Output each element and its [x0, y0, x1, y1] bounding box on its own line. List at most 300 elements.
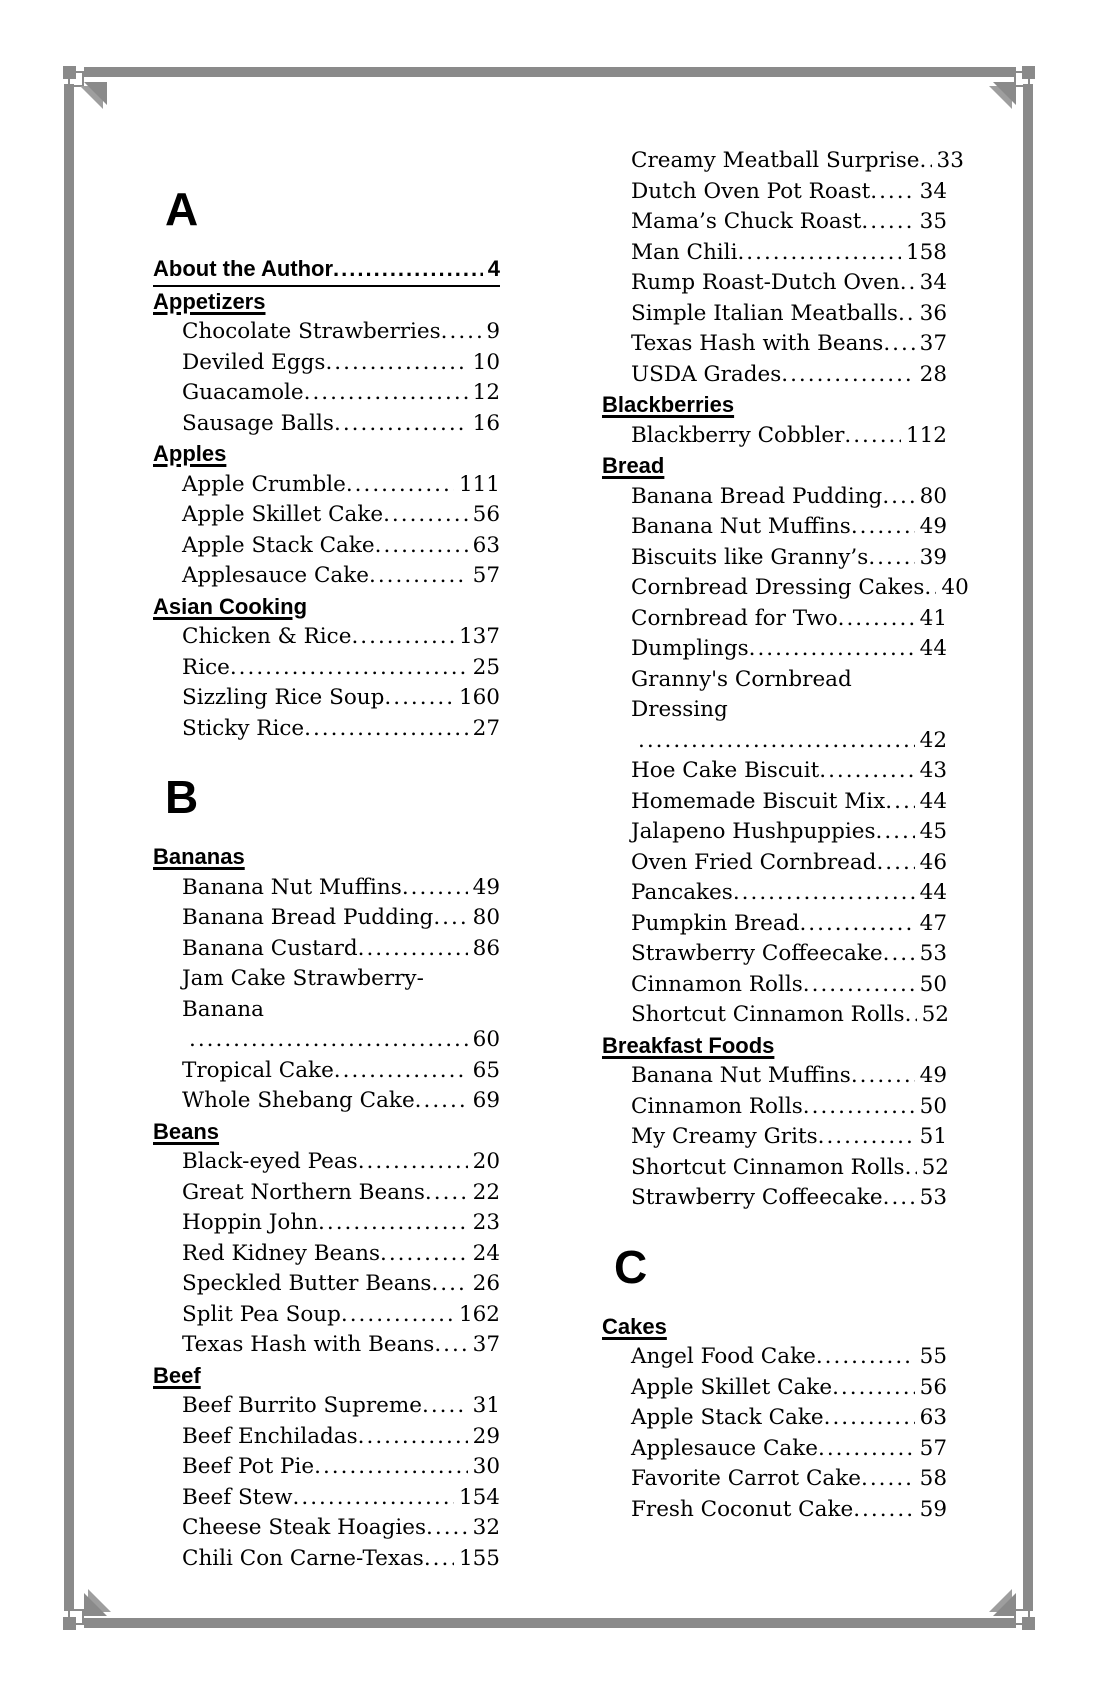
dot-leader	[334, 409, 468, 440]
index-entry-row	[602, 665, 947, 726]
entry-page-number: 137	[458, 624, 500, 649]
entry-page-number: 46	[919, 849, 947, 875]
index-section-entry	[153, 254, 500, 287]
index-entry-row	[602, 512, 947, 543]
dot-leader	[333, 254, 483, 285]
index-entry-row	[602, 482, 947, 513]
dot-leader	[883, 939, 915, 970]
index-entry-row	[602, 1464, 947, 1495]
index-entry-row	[602, 970, 947, 1001]
entry-page-number: 160	[458, 685, 500, 710]
dot-leader	[844, 421, 901, 452]
section-heading-label: Appetizers	[153, 288, 266, 314]
index-entry-row	[602, 146, 964, 177]
entry-label: Sticky Rice	[182, 715, 305, 741]
entry-label: Granny's Cornbread Dressing	[631, 666, 852, 722]
dot-leader	[832, 1373, 915, 1404]
dot-leader	[304, 714, 468, 745]
dot-leader	[851, 1061, 915, 1092]
index-entry-row	[602, 756, 947, 787]
index-entry-row	[602, 543, 947, 574]
entry-page-number: 44	[919, 636, 947, 661]
dot-leader	[861, 207, 914, 238]
alpha-section-letter: B	[165, 771, 199, 823]
entry-label: Red Kidney Beans	[182, 1240, 380, 1266]
index-entry-row	[153, 1300, 500, 1331]
dot-leader	[824, 1403, 915, 1434]
entry-page-number: 55	[919, 1344, 947, 1369]
index-entry-row	[153, 1544, 500, 1575]
dot-leader	[441, 317, 482, 348]
entry-label: Apple Crumble	[182, 471, 346, 497]
index-entry-row	[153, 1452, 500, 1483]
entry-label: Angel Food Cake	[631, 1344, 816, 1369]
dot-leader	[431, 1269, 467, 1300]
index-entry-row	[602, 329, 947, 360]
entry-label: Rump Roast-Dutch Oven	[631, 270, 900, 295]
entry-page-number: 29	[472, 1423, 500, 1449]
dot-leader	[426, 1513, 468, 1544]
index-section-heading	[602, 1312, 947, 1343]
dot-leader	[318, 1208, 468, 1239]
entry-label: Cornbread Dressing Cakes	[631, 575, 925, 600]
dot-leader	[737, 238, 901, 269]
entry-label: Cornbread for Two	[631, 605, 838, 631]
entry-page-number: 9	[486, 319, 500, 344]
entry-page-number: 57	[919, 1435, 947, 1461]
dot-leader	[358, 934, 468, 965]
entry-page-number: 162	[458, 1301, 500, 1327]
index-entry-row	[153, 653, 500, 684]
index-entry-row	[153, 348, 500, 379]
index-entry-row	[602, 1183, 947, 1214]
entry-page-number: 20	[472, 1149, 500, 1174]
entry-label: Strawberry Coffeecake	[631, 941, 883, 966]
dot-leader	[816, 1342, 915, 1373]
entry-page-number: 4	[487, 256, 500, 281]
index-entry-row	[153, 531, 500, 562]
dot-leader	[883, 1183, 915, 1214]
entry-page-number: 53	[919, 941, 947, 966]
index-entry-row	[153, 378, 500, 409]
dot-leader	[900, 268, 915, 299]
dot-leader	[882, 482, 914, 513]
section-heading-label: Bananas	[153, 844, 245, 869]
index-entry-row	[602, 573, 969, 604]
entry-page-number: 37	[919, 331, 947, 356]
border-corner-triangle-bottom-right	[993, 1593, 1016, 1616]
dot-leader	[818, 1434, 915, 1465]
dot-leader	[799, 909, 914, 940]
dot-leader	[638, 726, 915, 757]
entry-label: Dumplings	[631, 636, 749, 661]
entry-label: Tropical Cake	[182, 1057, 334, 1083]
index-entry-row	[602, 360, 947, 391]
entry-page-number: 43	[919, 758, 947, 783]
section-heading-label: Asian Cooking	[153, 593, 308, 619]
dot-leader	[868, 543, 914, 574]
dot-leader	[883, 329, 914, 360]
index-entry-row	[602, 421, 947, 452]
entry-label: Beef Stew	[182, 1484, 293, 1510]
entry-page-number: 50	[919, 971, 947, 997]
entry-label: Black-eyed Peas	[182, 1149, 358, 1174]
dot-leader	[433, 903, 467, 934]
entry-page-number: 33	[936, 148, 964, 173]
border-corner-square-top-right	[1022, 66, 1035, 79]
alpha-section-letter: A	[165, 183, 199, 235]
index-column-left	[153, 184, 500, 1574]
page-border-bottom-bar	[84, 1618, 1016, 1628]
index-entry-row	[602, 604, 947, 635]
dot-leader	[304, 378, 468, 409]
dot-leader	[870, 177, 914, 208]
dot-leader	[924, 573, 936, 604]
index-entry-row	[153, 1330, 500, 1361]
entry-page-number: 56	[472, 502, 500, 527]
border-corner-square-top-left	[63, 66, 76, 79]
section-heading-label: Apples	[153, 441, 227, 466]
dot-leader	[383, 500, 468, 531]
index-section-heading	[602, 390, 947, 421]
entry-label: Banana Custard	[182, 935, 358, 961]
entry-label: Deviled Eggs	[182, 349, 326, 375]
index-entry-row	[602, 1403, 947, 1434]
entry-label: Shortcut Cinnamon Rolls	[631, 1002, 905, 1027]
index-entry-row	[602, 1434, 947, 1465]
index-section-heading	[153, 1117, 500, 1148]
index-entry-row	[602, 238, 947, 269]
dot-leader	[425, 1178, 468, 1209]
dot-leader	[384, 683, 454, 714]
dot-leader	[189, 1025, 468, 1056]
dot-leader	[905, 1153, 917, 1184]
entry-label: Applesauce Cake	[631, 1435, 818, 1461]
dot-leader	[876, 848, 914, 879]
dot-leader	[819, 756, 914, 787]
border-corner-triangle-bottom-left	[84, 1593, 107, 1616]
index-entry-row	[153, 1391, 500, 1422]
index-entry-continuation-row	[602, 726, 947, 757]
index-entry-row	[153, 1483, 500, 1514]
entry-label: Whole Shebang Cake	[182, 1088, 415, 1113]
entry-page-number: 32	[472, 1515, 500, 1540]
entry-page-number: 47	[919, 910, 947, 936]
index-column-right	[602, 146, 969, 1525]
dot-leader	[380, 1239, 468, 1270]
entry-label: Simple Italian Meatballs	[631, 300, 898, 326]
entry-label: Beef Burrito Supreme	[182, 1393, 422, 1418]
entry-label: Hoppin John	[182, 1210, 319, 1235]
entry-page-number: 53	[919, 1185, 947, 1210]
entry-label: Oven Fried Cornbread	[631, 849, 877, 875]
index-entry-row	[153, 1269, 500, 1300]
entry-page-number: 41	[919, 605, 947, 631]
index-entry-row	[602, 878, 947, 909]
index-entry-row	[602, 1373, 947, 1404]
index-entry-row	[153, 1208, 500, 1239]
index-entry-row	[602, 909, 947, 940]
entry-page-number: 44	[919, 788, 947, 814]
entry-page-number: 36	[919, 300, 947, 326]
index-entry-row	[153, 1056, 500, 1087]
entry-label: Banana Bread Pudding	[182, 905, 434, 930]
entry-page-number: 35	[919, 209, 947, 234]
entry-label: My Creamy Grits	[631, 1124, 818, 1149]
dot-leader	[851, 512, 915, 543]
dot-leader	[898, 299, 915, 330]
entry-label: Speckled Butter Beans	[182, 1271, 432, 1296]
entry-page-number: 155	[458, 1545, 500, 1571]
entry-page-number: 111	[458, 471, 500, 497]
entry-page-number: 80	[472, 905, 500, 930]
entry-label: Texas Hash with Beans	[182, 1332, 435, 1357]
index-entry-row	[602, 1000, 947, 1031]
dot-leader	[861, 1464, 915, 1495]
dot-leader	[314, 1452, 468, 1483]
entry-label: Chili Con Carne-Texas	[182, 1545, 424, 1571]
index-entry-row	[153, 683, 500, 714]
entry-page-number: 31	[472, 1393, 500, 1418]
index-entry-row	[153, 964, 500, 1025]
entry-page-number: 56	[919, 1374, 947, 1400]
entry-page-number: 45	[919, 819, 947, 844]
entry-label: Dutch Oven Pot Roast	[631, 178, 871, 204]
dot-leader	[402, 873, 468, 904]
entry-page-number: 65	[472, 1057, 500, 1083]
section-heading-label: Blackberries	[602, 392, 735, 417]
entry-label: Cinnamon Rolls	[631, 971, 803, 997]
dot-leader	[341, 1300, 454, 1331]
entry-page-number: 44	[919, 880, 947, 905]
section-heading-label: Bread	[602, 453, 665, 478]
index-section-heading	[602, 1031, 947, 1062]
dot-leader	[230, 653, 468, 684]
entry-label: Fresh Coconut Cake	[631, 1496, 854, 1522]
entry-page-number: 26	[472, 1271, 500, 1296]
entry-page-number: 40	[941, 575, 969, 600]
index-section-heading	[153, 1361, 500, 1392]
dot-leader	[853, 1495, 914, 1526]
entry-page-number: 50	[919, 1093, 947, 1119]
entry-page-number: 49	[919, 514, 947, 539]
entry-label: Biscuits like Granny’s	[631, 544, 869, 570]
entry-page-number: 158	[905, 239, 947, 265]
index-entry-row	[153, 1239, 500, 1270]
entry-page-number: 49	[472, 874, 500, 900]
dot-leader	[422, 1391, 468, 1422]
entry-page-number: 59	[919, 1496, 947, 1522]
entry-label: Apple Stack Cake	[631, 1405, 824, 1430]
entry-page-number: 69	[472, 1088, 500, 1113]
dot-leader	[838, 604, 915, 635]
entry-label: Favorite Carrot Cake	[631, 1466, 861, 1491]
entry-page-number: 63	[472, 532, 500, 558]
section-heading-label: Beef	[153, 1362, 201, 1388]
entry-label: Sizzling Rice Soup	[182, 685, 385, 710]
section-heading-label: Breakfast Foods	[602, 1032, 775, 1058]
index-entry-row	[153, 903, 500, 934]
entry-label: Applesauce Cake	[182, 563, 369, 588]
index-entry-row	[602, 787, 947, 818]
entry-page-number: 25	[472, 654, 500, 680]
index-entry-row	[153, 317, 500, 348]
entry-page-number: 52	[921, 1154, 949, 1180]
entry-label: Banana Nut Muffins	[631, 1063, 851, 1088]
index-entry-row	[153, 1147, 500, 1178]
entry-page-number: 58	[919, 1466, 947, 1491]
page-border-right-bar	[1023, 84, 1033, 1611]
dot-leader	[733, 878, 915, 909]
entry-page-number: 60	[472, 1027, 500, 1052]
entry-label: Cheese Steak Hoagies	[182, 1515, 427, 1540]
index-entry-row	[153, 1086, 500, 1117]
border-corner-square-bottom-left	[63, 1617, 76, 1630]
index-entry-row	[153, 622, 500, 653]
entry-page-number: 10	[472, 349, 500, 375]
dot-leader	[325, 348, 467, 379]
entry-page-number: 30	[472, 1454, 500, 1479]
index-entry-row	[153, 1178, 500, 1209]
index-section-heading	[153, 287, 500, 318]
index-entry-row	[602, 1342, 947, 1373]
index-entry-row	[602, 207, 947, 238]
dot-leader	[781, 360, 914, 391]
entry-page-number: 154	[458, 1484, 500, 1510]
entry-page-number: 80	[919, 483, 947, 509]
dot-leader	[351, 622, 454, 653]
index-entry-row	[153, 714, 500, 745]
dot-leader	[358, 1147, 468, 1178]
dot-leader	[334, 1056, 468, 1087]
index-entry-row	[153, 873, 500, 904]
entry-label: Blackberry Cobbler	[631, 422, 845, 448]
entry-label: Shortcut Cinnamon Rolls	[631, 1154, 905, 1180]
dot-leader	[749, 634, 915, 665]
dot-leader	[415, 1086, 468, 1117]
entry-page-number: 22	[472, 1179, 500, 1205]
entry-label: Pancakes	[631, 880, 733, 905]
entry-label: Cinnamon Rolls	[631, 1093, 803, 1119]
entry-page-number: 12	[472, 380, 500, 405]
border-corner-triangle-top-left	[84, 82, 107, 105]
entry-label: Apple Skillet Cake	[631, 1374, 833, 1400]
entry-page-number: 42	[919, 727, 947, 753]
entry-label: Apple Stack Cake	[182, 532, 375, 558]
index-entry-row	[153, 1422, 500, 1453]
dot-leader	[803, 1092, 915, 1123]
entry-page-number: 28	[919, 361, 947, 387]
entry-label: Beef Enchiladas	[182, 1423, 358, 1449]
index-entry-row	[602, 177, 947, 208]
entry-label: Sausage Balls	[182, 410, 334, 436]
entry-label: Homemade Biscuit Mix	[631, 788, 886, 814]
entry-label: Mama’s Chuck Roast	[631, 209, 862, 234]
entry-page-number: 63	[919, 1405, 947, 1430]
page-border-left-bar	[64, 84, 74, 1611]
entry-label: Texas Hash with Beans	[631, 331, 884, 356]
index-entry-row	[153, 470, 500, 501]
entry-page-number: 27	[472, 715, 500, 741]
entry-label: Pumpkin Bread	[631, 910, 800, 936]
entry-label: About the Author	[153, 256, 334, 281]
dot-leader	[346, 470, 454, 501]
entry-label: Banana Nut Muffins	[182, 874, 402, 900]
dot-leader	[818, 1122, 915, 1153]
dot-leader	[885, 787, 914, 818]
dot-leader	[424, 1544, 454, 1575]
dot-leader	[375, 531, 468, 562]
entry-label: USDA Grades	[631, 361, 782, 387]
index-entry-row	[602, 268, 947, 299]
entry-label: Jam Cake Strawberry-Banana	[182, 966, 424, 1022]
alpha-section-letter: C	[614, 1240, 648, 1293]
index-entry-row	[153, 500, 500, 531]
index-entry-row	[602, 1122, 947, 1153]
entry-page-number: 37	[472, 1332, 500, 1357]
entry-page-number: 51	[919, 1124, 947, 1149]
section-heading-label: Beans	[153, 1118, 220, 1144]
index-section-heading	[153, 592, 500, 623]
index-entry-row	[153, 561, 500, 592]
index-entry-row	[602, 848, 947, 879]
dot-leader	[905, 1000, 917, 1031]
entry-page-number: 34	[919, 270, 947, 295]
border-corner-triangle-top-right	[993, 82, 1016, 105]
index-entry-row	[602, 1153, 947, 1184]
dot-leader	[434, 1330, 467, 1361]
dot-leader	[920, 146, 932, 177]
entry-label: Banana Bread Pudding	[631, 483, 883, 509]
entry-label: Man Chili	[631, 239, 738, 265]
entry-label: Split Pea Soup	[182, 1301, 341, 1327]
entry-label: Apple Skillet Cake	[182, 502, 384, 527]
entry-page-number: 49	[919, 1063, 947, 1088]
entry-label: Jalapeno Hushpuppies	[631, 819, 876, 844]
dot-leader	[358, 1422, 468, 1453]
dot-leader	[803, 970, 915, 1001]
dot-leader	[876, 817, 915, 848]
entry-page-number: 57	[472, 563, 500, 588]
entry-page-number: 39	[919, 544, 947, 570]
index-entry-row	[602, 817, 947, 848]
entry-label: Guacamole	[182, 380, 304, 405]
entry-page-number: 24	[472, 1240, 500, 1266]
entry-label: Great Northern Beans	[182, 1179, 425, 1205]
index-entry-row	[602, 299, 947, 330]
entry-label: Rice	[182, 654, 230, 680]
border-corner-square-bottom-right	[1022, 1617, 1035, 1630]
index-entry-row	[602, 634, 947, 665]
index-section-heading	[153, 439, 500, 470]
entry-page-number: 16	[472, 410, 500, 436]
page-border-top-bar	[84, 67, 1016, 77]
section-heading-label: Cakes	[602, 1313, 667, 1339]
index-entry-row	[153, 409, 500, 440]
index-section-heading	[602, 451, 947, 482]
index-section-heading	[153, 842, 500, 873]
index-entry-row	[602, 1061, 947, 1092]
index-entry-row	[602, 1092, 947, 1123]
entry-label: Strawberry Coffeecake	[631, 1185, 883, 1210]
entry-label: Chicken & Rice	[182, 624, 352, 649]
index-entry-row	[602, 939, 947, 970]
entry-label: Banana Nut Muffins	[631, 514, 851, 539]
entry-label: Chocolate Strawberries	[182, 319, 441, 344]
entry-page-number: 34	[919, 178, 947, 204]
entry-label: Beef Pot Pie	[182, 1454, 315, 1479]
entry-label: Creamy Meatball Surprise	[631, 148, 920, 173]
